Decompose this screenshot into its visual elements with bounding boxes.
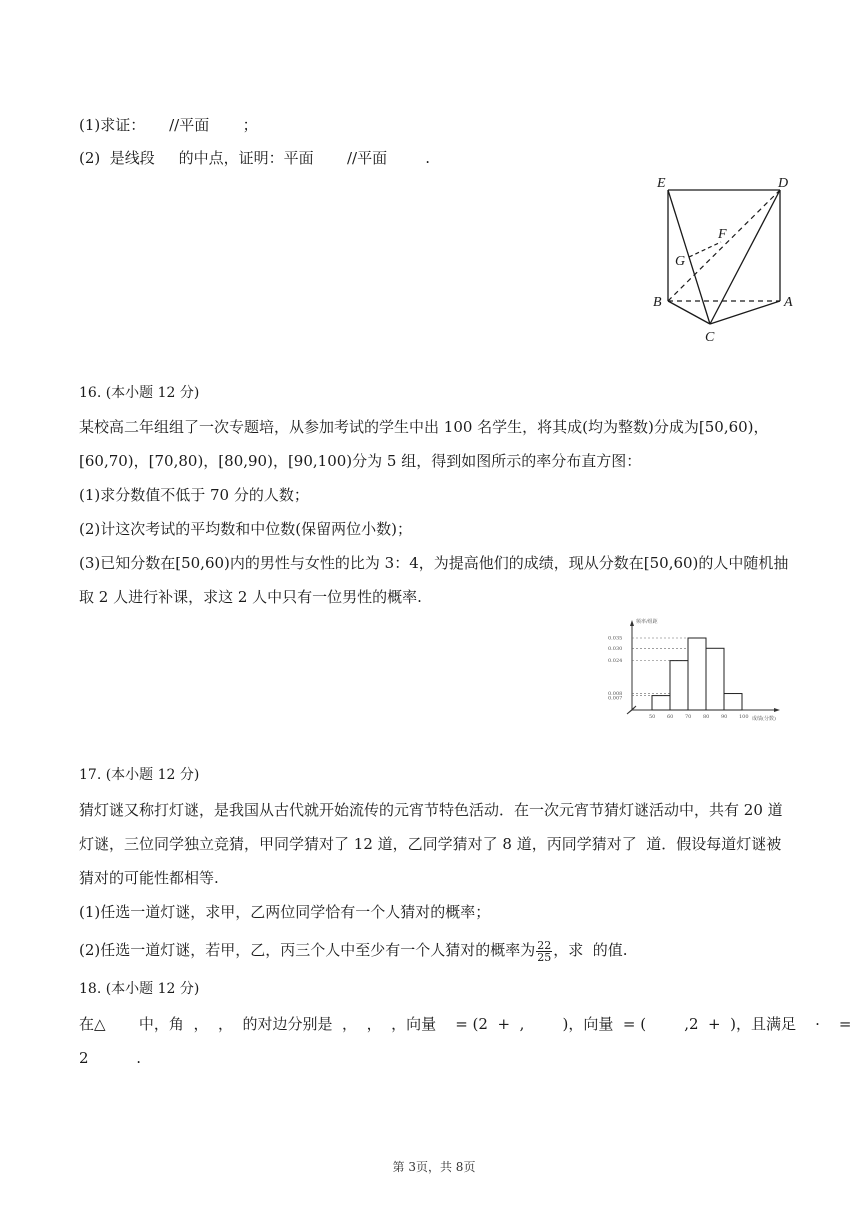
q17-line4: (1)任选一道灯谜，求甲，乙两位同学恰有一个人猜对的概率； (79, 903, 491, 921)
q16-line6: 取 2 人进行补课，求这 2 人中只有一位男性的概率. (79, 588, 422, 606)
hist-xlabel: 成绩(分数) (752, 716, 776, 722)
q18-heading: 18. (本小题 12 分) (79, 981, 200, 997)
q16-line5: (3)已知分数在[50,60)内的男性与女性的比为 3：4，为提高他们的成绩，现从分数在[50,60)的人中随机抽 (79, 554, 789, 572)
q18-line2: 2 . (79, 1049, 141, 1067)
q16-line2: [60,70)，[70,80)，[80,90)，[90,100)分为 5 组，得到如图所示的率分布直方图： (79, 452, 642, 470)
label-B: B (653, 295, 662, 310)
hist-bar (706, 648, 724, 710)
geometry-figure (645, 170, 805, 345)
q16-line1: 某校高二年组组了一次专题培，从参加考试的学生中出 100 名学生，将其成(均为整数)分成为[50,60)， (79, 418, 769, 436)
hist-y-tick: 0.007 (608, 695, 623, 702)
hist-bar (724, 694, 742, 710)
q15-part1: (1)求证： //平面 ； (79, 116, 258, 134)
hist-y-tick: 0.030 (608, 645, 623, 652)
q17-line2: 灯谜，三位同学独立竞猜，甲同学猜对了 12 道，乙同学猜对了 8 道，丙同学猜对了 道．假设每道灯谜被 (79, 835, 782, 853)
hist-bar (670, 661, 688, 710)
fraction-denominator: 25 (537, 950, 552, 964)
label-G: G (675, 254, 686, 269)
q17-line5 (79, 937, 628, 963)
hist-ylabel: 频率/组距 (636, 619, 658, 625)
label-C: C (705, 330, 715, 345)
label-A: A (784, 295, 793, 310)
hist-x-tick: 80 (703, 714, 710, 720)
q17-line5-pre: (2)任选一道灯谜，若甲，乙，丙三个人中至少有一个人猜对的概率为 (79, 941, 536, 959)
q16-heading: 16. (本小题 12 分) (79, 385, 200, 401)
frequency-histogram (600, 614, 790, 724)
hist-x-tick: 70 (685, 714, 692, 720)
hist-x-tick: 60 (667, 714, 674, 720)
label-D: D (778, 176, 789, 191)
hist-bar (652, 696, 670, 710)
q15-part2: (2) 是线段 的中点，证明：平面 //平面 . (79, 149, 431, 167)
q18-line1: 在△ 中，角 ， ， 的对边分别是 ， ， ，向量 = (2 + , )，向量 = ( ,2 + )，且满足 · = (79, 1015, 852, 1033)
q16-line4: (2)计这次考试的平均数和中位数(保留两位小数)； (79, 520, 412, 538)
page-footer: 第 3页，共 8页 (392, 1160, 476, 1174)
q16-line3: (1)求分数值不低于 70 分的人数； (79, 486, 309, 504)
probability-fraction (536, 940, 552, 963)
q17-heading: 17. (本小题 12 分) (79, 767, 200, 783)
hist-bar (688, 638, 706, 710)
hist-y-tick: 0.035 (608, 635, 623, 642)
q17-line5-post: ，求 的值. (553, 941, 628, 959)
label-F: F (718, 227, 727, 242)
hist-x-tick: 90 (721, 714, 728, 720)
hist-y-tick: 0.024 (608, 658, 623, 665)
hist-x-tick: 50 (649, 714, 656, 720)
fraction-numerator: 22 (537, 938, 552, 952)
label-E: E (657, 176, 666, 191)
hist-y-tick: 0.008 (608, 691, 623, 698)
hist-x-tick: 100 (739, 714, 749, 720)
q17-line3: 猜对的可能性都相等. (79, 869, 219, 887)
q17-line1: 猜灯谜又称打灯谜，是我国从古代就开始流传的元宵节特色活动．在一次元宵节猜灯谜活动中，共有 20 道 (79, 801, 783, 819)
